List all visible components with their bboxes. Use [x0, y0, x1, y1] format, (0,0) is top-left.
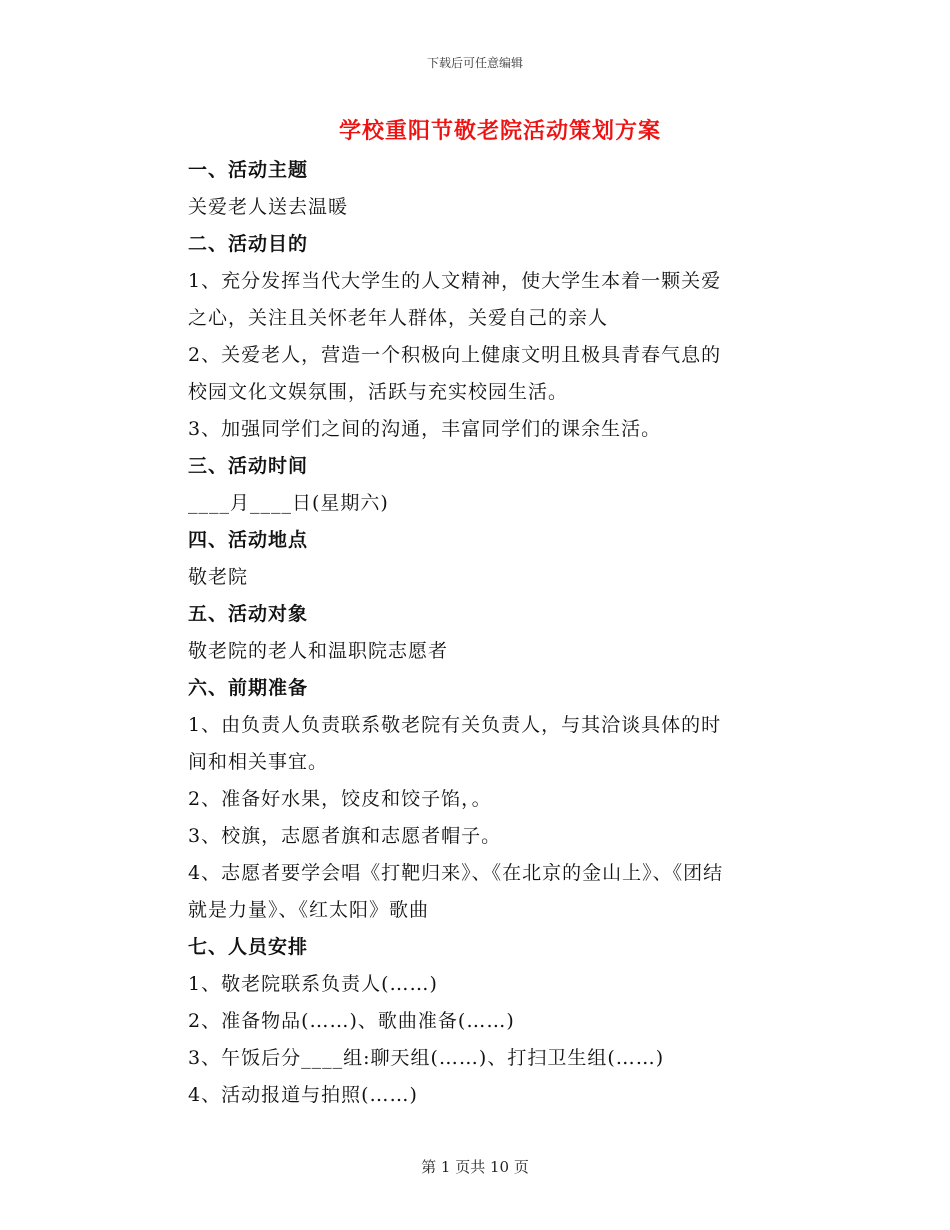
section-heading: 六、前期准备	[188, 677, 309, 699]
document-body	[188, 152, 813, 1114]
body-line: 2、准备物品(……)、歌曲准备(……)	[188, 1010, 515, 1032]
body-line: ____月____日(星期六)	[188, 492, 389, 514]
section-heading: 四、活动地点	[188, 529, 309, 551]
section-heading: 五、活动对象	[188, 603, 309, 625]
body-line: 就是力量》、《红太阳》歌曲	[188, 899, 430, 921]
body-line: 之心，关注且关怀老年人群体，关爱自己的亲人	[188, 307, 609, 329]
body-line: 2、关爱老人，营造一个积极向上健康文明且极具青春气息的	[188, 344, 722, 366]
body-line: 4、志愿者要学会唱《打靶归来》、《在北京的金山上》、《团结	[188, 862, 724, 884]
section-heading: 二、活动目的	[188, 233, 309, 255]
body-line: 敬老院	[188, 566, 249, 588]
section-heading: 七、人员安排	[188, 936, 309, 958]
body-line: 3、校旗，志愿者旗和志愿者帽子。	[188, 825, 502, 847]
body-line: 1、充分发挥当代大学生的人文精神，使大学生本着一颗关爱	[188, 270, 722, 292]
body-line: 1、由负责人负责联系敬老院有关负责人，与其洽谈具体的时	[188, 714, 722, 736]
page-footer: 第 1 页共 10 页	[421, 1158, 529, 1176]
section-heading: 三、活动时间	[188, 455, 309, 477]
body-line: 3、加强同学们之间的沟通，丰富同学们的课余生活。	[188, 418, 662, 440]
section-heading: 一、活动主题	[188, 159, 309, 181]
body-line: 3、午饭后分____组:聊天组(……)、打扫卫生组(……)	[188, 1047, 665, 1069]
body-line: 关爱老人送去温暖	[188, 196, 349, 218]
document-title: 学校重阳节敬老院活动策划方案	[338, 118, 661, 144]
body-line: 4、活动报道与拍照(……)	[188, 1084, 418, 1106]
body-line: 间和相关事宜。	[188, 751, 329, 773]
body-line: 1、敬老院联系负责人(……)	[188, 973, 438, 995]
body-line: 2、准备好水果，饺皮和饺子馅，。	[188, 788, 492, 810]
body-line: 校园文化文娱氛围，活跃与充实校园生活。	[188, 381, 569, 403]
header-note: 下载后可任意编辑	[426, 56, 523, 70]
body-line: 敬老院的老人和温职院志愿者	[188, 640, 449, 662]
